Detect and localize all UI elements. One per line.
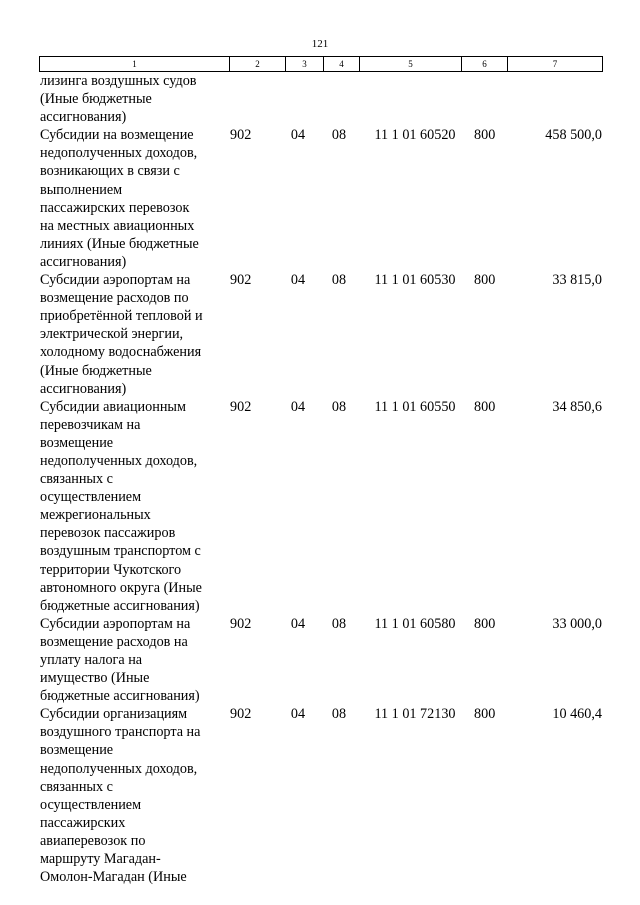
row-amount: 458 500,0 <box>545 127 602 144</box>
row-expense-type: 800 <box>474 615 496 632</box>
row-amount <box>512 72 602 126</box>
row-code-ministry: 902 <box>230 706 252 723</box>
row-subsection: 08 <box>331 706 347 723</box>
row-expense-type <box>468 72 512 126</box>
row-subsection: 08 <box>331 398 347 415</box>
row-expense-type: 800 <box>474 398 496 415</box>
header-col-5: 5 <box>360 57 462 71</box>
table-header <box>39 56 603 72</box>
row-description: Субсидии аэропортам на возмещение расходов по приобретённой тепловой и электрической энергии, холодному водоснабжения (Иные бюджетные ассигнования) <box>40 272 203 397</box>
row-description: Субсидии организациям воздушного транспорта на возмещение недополученных доходов, связанных с осуществлением пассажирских авиаперевозок по маршруту Магадан- Омолон-Магадан (Иные <box>40 706 201 886</box>
page-number: 121 <box>311 38 329 50</box>
row-expense-type: 800 <box>474 272 496 289</box>
table-row <box>40 398 602 615</box>
row-section: 04 <box>290 272 306 289</box>
row-description: лизинга воздушных судов (Иные бюджетные ассигнования) <box>40 73 197 126</box>
row-code-ministry: 902 <box>230 127 252 144</box>
table-row <box>40 705 602 886</box>
table-row <box>40 72 602 126</box>
row-subsection: 08 <box>331 272 347 289</box>
row-section: 04 <box>290 398 306 415</box>
row-target-article: 11 1 01 60520 <box>374 127 456 144</box>
row-target-article: 11 1 01 60550 <box>374 398 456 415</box>
row-amount: 33 815,0 <box>552 272 602 289</box>
row-code-ministry: 902 <box>230 615 252 632</box>
row-section: 04 <box>290 706 306 723</box>
row-expense-type: 800 <box>474 127 496 144</box>
header-col-6: 6 <box>462 57 508 71</box>
row-subsection <box>322 72 356 126</box>
header-col-7: 7 <box>552 59 558 69</box>
row-amount: 34 850,6 <box>552 398 602 415</box>
row-code-ministry <box>230 72 274 126</box>
row-target-article: 11 1 01 72130 <box>374 706 456 723</box>
header-col-4: 4 <box>324 57 360 71</box>
header-col-1: 1 <box>40 57 230 71</box>
row-code-ministry: 902 <box>230 272 252 289</box>
table-body <box>40 72 602 886</box>
header-col-2: 2 <box>230 57 286 71</box>
row-subsection: 08 <box>331 615 347 632</box>
table-row <box>40 271 602 398</box>
row-description: Субсидии на возмещение недополученных доходов, возникающих в связи с выполнением пассажирских перевозок на местных авиационных линиях (Иные бюджетные ассигнования) <box>40 127 199 270</box>
row-target-article <box>356 72 468 126</box>
row-section <box>274 72 322 126</box>
row-target-article: 11 1 01 60580 <box>374 615 456 632</box>
row-section: 04 <box>290 127 306 144</box>
table-row <box>40 615 602 705</box>
row-description: Субсидии авиационным перевозчикам на возмещение недополученных доходов, связанных с осуществлением межрегиональных перевозок пассажиров воздушным транспортом с территории Чукотского автономного округа (Иные бюджетные ассигнования) <box>40 398 202 614</box>
row-section: 04 <box>290 615 306 632</box>
row-amount: 33 000,0 <box>552 615 602 632</box>
header-col-3: 3 <box>286 57 324 71</box>
row-code-ministry: 902 <box>230 398 252 415</box>
row-expense-type: 800 <box>474 706 496 723</box>
row-subsection: 08 <box>331 127 347 144</box>
row-amount: 10 460,4 <box>552 706 602 723</box>
row-description: Субсидии аэропортам на возмещение расходов на уплату налога на имущество (Иные бюджетные ассигнования) <box>40 615 200 705</box>
table-row <box>40 126 602 271</box>
row-target-article: 11 1 01 60530 <box>374 272 456 289</box>
